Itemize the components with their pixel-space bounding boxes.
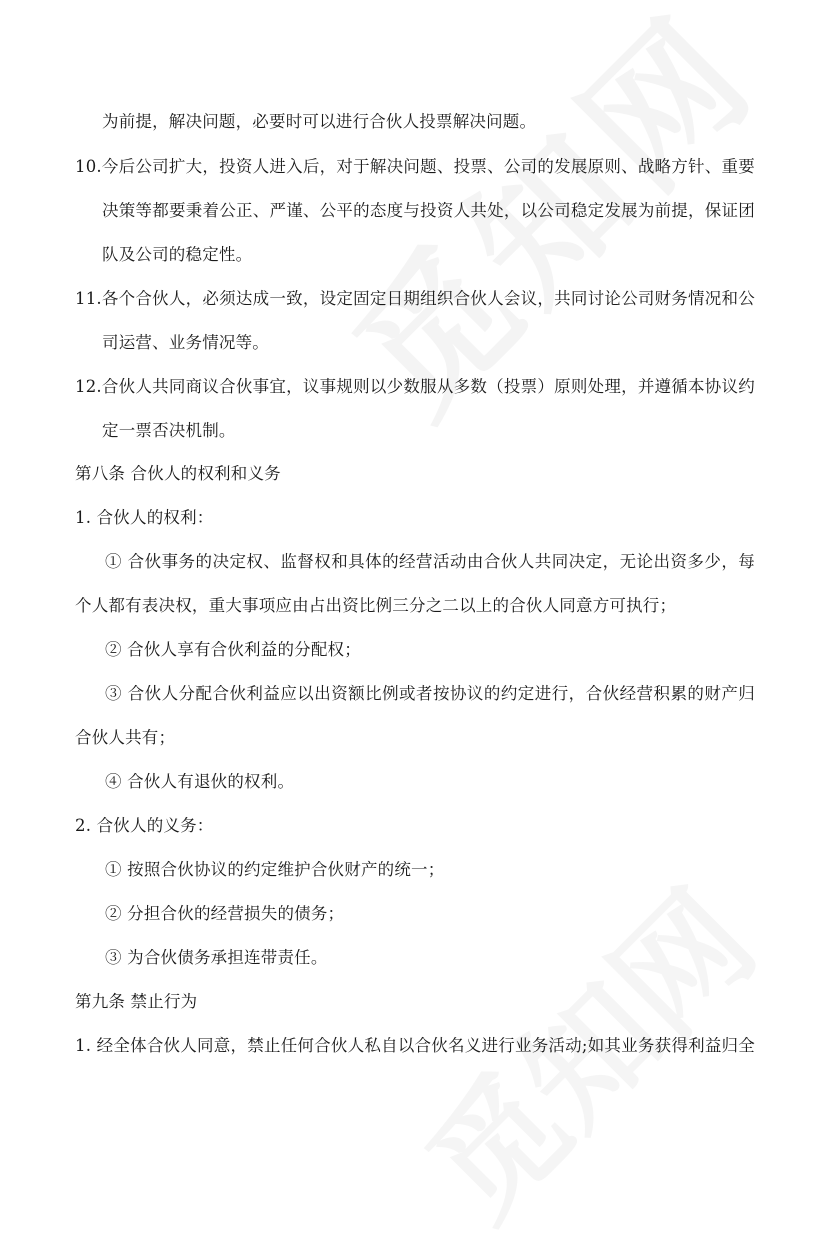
text-line: 10.今后公司扩大，投资人进入后，对于解决问题、投票、公司的发展原则、战略方针、重要	[75, 157, 755, 176]
list-item: ② 分担合伙的经营损失的债务；	[105, 904, 345, 923]
text-line: 11.各个合伙人，必须达成一致，设定固定日期组织合伙人会议，共同讨论公司财务情况和公	[75, 289, 755, 308]
text-line: 合伙人共有；	[75, 728, 176, 747]
text-line: 司运营、业务情况等。	[102, 333, 269, 352]
section-heading: 第九条 禁止行为	[75, 992, 198, 1011]
text-line: 决策等都要秉着公正、严谨、公平的态度与投资人共处，以公司稳定发展为前提，保证团	[102, 201, 755, 220]
list-item: ③ 为合伙债务承担连带责任。	[105, 948, 328, 967]
subsection-heading: 1. 合伙人的权利：	[75, 508, 214, 527]
list-item: ② 合伙人享有合伙利益的分配权；	[105, 640, 361, 659]
text-line: 12.合伙人共同商议合伙事宜，议事规则以少数服从多数（投票）原则处理，并遵循本协议约	[75, 377, 755, 396]
list-item: ③ 合伙人分配合伙利益应以出资额比例或者按协议的约定进行，合伙经营积累的财产归	[105, 684, 755, 703]
text-line: 队及公司的稳定性。	[102, 245, 253, 264]
list-item: ④ 合伙人有退伙的权利。	[105, 772, 295, 791]
text-line: 定一票否决机制。	[102, 421, 236, 440]
section-heading: 第八条 合伙人的权利和义务	[75, 464, 281, 483]
list-item: ① 合伙事务的决定权、监督权和具体的经营活动由合伙人共同决定，无论出资多少，每	[105, 552, 755, 571]
text-line: 个人都有表决权，重大事项应由占出资比例三分之二以上的合伙人同意方可执行；	[75, 596, 677, 615]
text-line: 为前提，解决问题，必要时可以进行合伙人投票解决问题。	[102, 112, 537, 131]
subsection-heading: 2. 合伙人的义务：	[75, 816, 214, 835]
list-item: 1. 经全体合伙人同意，禁止任何合伙人私自以合伙名义进行业务活动;如其业务获得利益归全	[75, 1036, 755, 1055]
list-item: ① 按照合伙协议的约定维护合伙财产的统一；	[105, 860, 445, 879]
